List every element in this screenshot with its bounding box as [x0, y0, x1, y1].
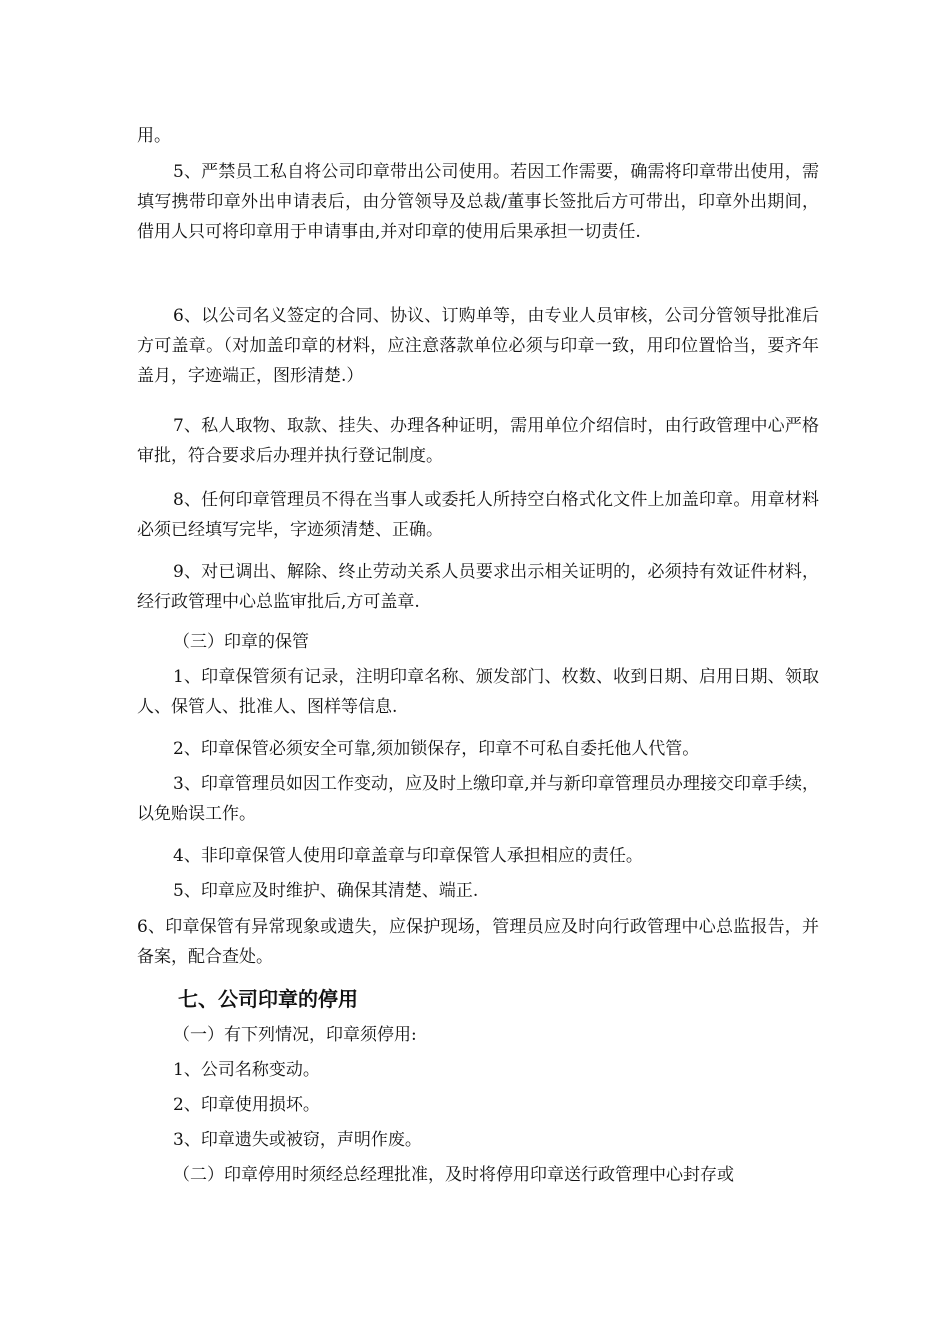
subsection-title-seal-custody: （三）印章的保管	[173, 632, 309, 652]
paragraph-rule-6: 6、以公司名义签定的合同、协议、订购单等，由专业人员审核，公司分管领导批准后方可盖章。（对加盖印章的材料，应注意落款单位必须与印章一致，用印位置恰当，要齐年盖月，字迹端正，图形清楚.）	[137, 306, 819, 386]
paragraph-rule-8: 8、任何印章管理员不得在当事人或委托人所持空白格式化文件上加盖印章。用章材料必须已经填写完毕，字迹须清楚、正确。	[137, 490, 819, 540]
paragraph-suspension-1: 1、公司名称变动。	[173, 1060, 320, 1080]
paragraph-custody-6: 6、印章保管有异常现象或遗失，应保护现场，管理员应及时向行政管理中心总监报告，并备案，配合查处。	[137, 917, 819, 967]
paragraph-rule-7: 7、私人取物、取款、挂失、办理各种证明，需用单位介绍信时，由行政管理中心严格审批，符合要求后办理并执行登记制度。	[137, 416, 819, 466]
paragraph-rule-9: 9、对已调出、解除、终止劳动关系人员要求出示相关证明的，必须持有效证件材料，经行政管理中心总监审批后,方可盖章.	[137, 562, 819, 612]
paragraph-continuation: 用。	[137, 126, 171, 146]
paragraph-custody-1: 1、印章保管须有记录，注明印章名称、颁发部门、枚数、收到日期、启用日期、领取人、保管人、批准人、图样等信息.	[137, 667, 819, 717]
paragraph-custody-3: 3、印章管理员如因工作变动，应及时上缴印章,并与新印章管理员办理接交印章手续，以免贻误工作。	[137, 774, 819, 824]
subsection-title-suspension-cases: （一）有下列情况，印章须停用:	[173, 1025, 417, 1045]
paragraph-custody-2: 2、印章保管必须安全可靠,须加锁保存，印章不可私自委托他人代管。	[173, 739, 700, 759]
paragraph-rule-5: 5、严禁员工私自将公司印章带出公司使用。若因工作需要，确需将印章带出使用，需填写携带印章外出申请表后，由分管领导及总裁/董事长签批后方可带出，印章外出期间，借用人只可将印章用于申请事由,并对印章的使用后果承担一切责任.	[137, 162, 819, 242]
paragraph-custody-5: 5、印章应及时维护、确保其清楚、端正.	[173, 881, 479, 901]
paragraph-suspension-3: 3、印章遗失或被窃，声明作废。	[173, 1130, 422, 1150]
paragraph-suspension-2: 2、印章使用损坏。	[173, 1095, 320, 1115]
paragraph-suspension-approval: （二）印章停用时须经总经理批准，及时将停用印章送行政管理中心封存或	[173, 1165, 734, 1185]
section-heading: 七、公司印章的停用	[178, 987, 358, 1011]
paragraph-custody-4: 4、非印章保管人使用印章盖章与印章保管人承担相应的责任。	[173, 846, 643, 866]
